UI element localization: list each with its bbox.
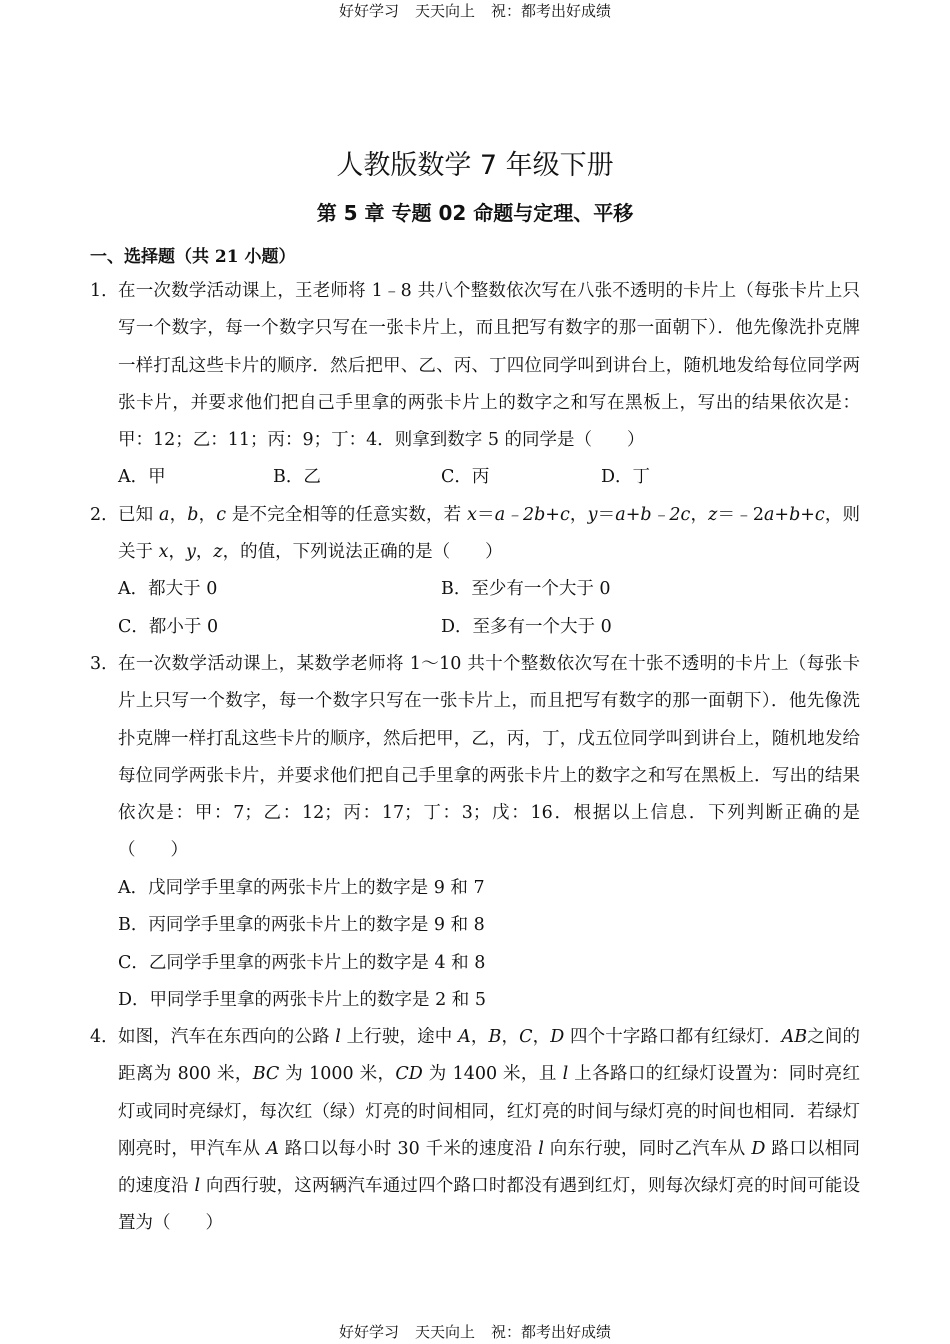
- header-slogan-2: 天天向上: [414, 2, 475, 20]
- document-title: 人教版数学 7 年级下册: [336, 150, 614, 181]
- question-number: 2．: [90, 505, 119, 525]
- question-3: [90, 646, 860, 870]
- option-a: A．戊同学手里拿的两张卡片上的数字是 9 和 7: [118, 878, 485, 898]
- option-b: B．丙同学手里拿的两张卡片上的数字是 9 和 8: [118, 915, 485, 935]
- question-2: [90, 497, 860, 572]
- option-c: C．都小于 0: [118, 617, 219, 637]
- question-number: 1．: [90, 281, 119, 301]
- option-b: B．至少有一个大于 0: [441, 579, 611, 599]
- option-d: D．甲同学手里拿的两张卡片上的数字是 2 和 5: [118, 990, 486, 1010]
- question-number: 3．: [90, 654, 119, 674]
- footer-slogan-1: 好好学习: [338, 1323, 399, 1341]
- question-number: 4．: [90, 1027, 119, 1047]
- option-a: A．甲: [118, 467, 166, 487]
- option-d: D．丁: [601, 467, 651, 487]
- question-text: 如图，汽车在东西向的公路 l 上行驶，途中 A，B，C，D 四个十字路口都有红绿灯．AB之间的距离为 800 米，BC 为 1000 米，CD 为 1400 米，且 l 上各路口的红绿灯设置为：同时亮红灯或同时亮绿灯，每次红（绿）灯亮的时间相同，红灯亮的时间与绿灯亮的时间也相同．若绿灯刚亮时，甲汽车从 A 路口以每小时 30 千米的速度沿 l 向东行驶，同时乙汽车从 D 路口以相同的速度沿 l 向西行驶，这两辆汽车通过四个路口时都没有遇到红灯，则每次绿灯亮的时间可能设置为（ ）: [118, 1027, 861, 1234]
- question-text: 在一次数学活动课上，某数学老师将 1～10 共十个整数依次写在十张不透明的卡片上（每张卡片上只写一个数字，每一个数字只写在一张卡片上，而且把写有数字的那一面朝下）．他先像洗扑克牌一样打乱这些卡片的顺序，然后把甲，乙，丙，丁，戊五位同学叫到讲台上，随机地发给每位同学两张卡片，并要求他们把自己手里拿的两张卡片上的数字之和写在黑板上．写出的结果依次是：甲：7；乙：12；丙：17；丁：3；戊：16．根据以上信息．下列判断正确的是（ ）: [118, 654, 860, 861]
- question-1: [90, 273, 860, 459]
- page-footer: [0, 1321, 950, 1342]
- question-text: 已知 a，b，c 是不完全相等的任意实数，若 x＝a﹣2b+c，y＝a+b﹣2c，z＝﹣2a+b+c，则关于 x，y，z，的值，下列说法正确的是（ ）: [118, 505, 861, 563]
- option-b: B．乙: [273, 467, 321, 487]
- option-d: D．至多有一个大于 0: [441, 617, 612, 637]
- footer-slogan-2: 天天向上: [414, 1323, 475, 1341]
- header-slogan-3: 祝：都考出好成绩: [491, 2, 612, 20]
- document-subtitle: 第 5 章 专题 02 命题与定理、平移: [316, 201, 634, 225]
- option-a: A．都大于 0: [118, 579, 218, 599]
- page-header: [0, 0, 950, 21]
- question-4: [90, 1019, 860, 1243]
- option-c: C．丙: [441, 467, 490, 487]
- header-slogan-1: 好好学习: [338, 2, 399, 20]
- option-c: C．乙同学手里拿的两张卡片上的数字是 4 和 8: [118, 953, 486, 973]
- question-text: 在一次数学活动课上，王老师将 1﹣8 共八个整数依次写在八张不透明的卡片上（每张卡片上只写一个数字，每一个数字只写在一张卡片上，而且把写有数字的那一面朝下）．他先像洗扑克牌一样打乱这些卡片的顺序．然后把甲、乙、丙、丁四位同学叫到讲台上，随机地发给每位同学两张卡片，并要求他们把自己手里拿的两张卡片上的数字之和写在黑板上，写出的结果依次是：甲：12；乙：11；丙：9；丁：4．则拿到数字 5 的同学是（ ）: [118, 281, 860, 451]
- footer-slogan-3: 祝：都考出好成绩: [491, 1323, 612, 1341]
- section-heading: 一、选择题（共 21 小题）: [90, 247, 296, 267]
